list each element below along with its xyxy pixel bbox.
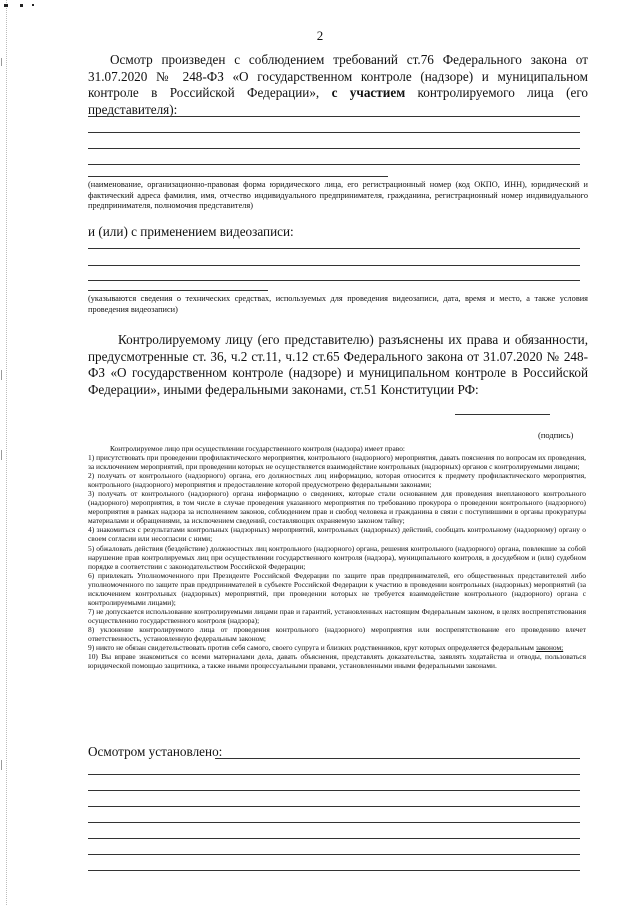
video-caption: (указываются сведения о технических средствах, используемых для проведения видеозаписи, дата, время и место, а также условия проведения видеозаписи): [88, 294, 588, 314]
intro-paragraph: [88, 52, 588, 118]
participant-line-5[interactable]: [88, 176, 388, 177]
video-line-1[interactable]: [88, 248, 580, 249]
participant-line-4[interactable]: [88, 164, 580, 165]
participant-line-1[interactable]: [88, 116, 580, 117]
rights-item-5: 5) обжаловать действия (бездействие) должностных лиц контрольного (надзорного) органа, решения контрольного (надзорного) органа, повлекшие за собой нарушение прав контролируемых лиц при осуществлении государственного контроля (надзора), муниципального контроля, в досудебном и (или) судебном порядке в соответствии с законодательством Российской Федерации;: [88, 543, 586, 571]
established-line-1[interactable]: [88, 774, 580, 775]
rights-item-10: 10) Вы вправе знакомиться со всеми материалами дела, давать объяснения, представлять доказательства, заявлять ходатайства и отводы, пользоваться юридической помощью защитника, а также иными процессуальными правами, установленными иными федеральными законами.: [88, 652, 586, 671]
rights-intro: Контролируемое лицо при осуществлении государственного контроля (надзора) имеет право:: [110, 444, 405, 453]
established-line-5[interactable]: [88, 838, 580, 839]
signature-line[interactable]: [455, 414, 550, 415]
rights-item-7: 7) не допускается использование контролируемыми лицами прав и гарантий, установленных настоящим Федеральным законом, в целях воспрепятствования осуществлению государственного контроля (надзора);: [88, 606, 586, 625]
established-line-2[interactable]: [88, 790, 580, 791]
signature-caption: (подпись): [538, 430, 574, 440]
video-line-4[interactable]: [88, 290, 268, 291]
participant-line-2[interactable]: [88, 132, 580, 133]
intro-caption: (наименование, организационно-правовая форма юридического лица, его регистрационный номер (код ОКПО, ИНН), юридический и фактический адреса фамилия, имя, отчество индивидуального предпринимателя, гражданина, регистрационный номер индивидуального предпринимателя, полномочия представителя): [88, 180, 588, 210]
video-label: и (или) с применением видеозаписи:: [88, 224, 294, 239]
established-label: Осмотром установлено:: [88, 744, 223, 759]
video-line-3[interactable]: [88, 280, 580, 281]
rights-list: [88, 444, 586, 670]
established-line-7[interactable]: [88, 870, 580, 871]
rights-item-9: [88, 643, 586, 652]
established-line-6[interactable]: [88, 854, 580, 855]
rights-item-1: 1) присутствовать при проведении профилактического мероприятия, контрольного (надзорного) мероприятия, давать пояснения по вопросам их проведения, за исключением мероприятий, при проведении которых не осуществляется взаимодействие контрольных (надзорных) органов с контролируемыми лицами;: [88, 453, 586, 472]
intro-tail: контролируемого лица (его представителя):: [88, 85, 588, 117]
rights-item-8: 8) уклонение контролируемого лица от проведения контрольного (надзорного) мероприятия или воспрепятствование его проведению влечет ответственность, установленную федеральным законом;: [88, 624, 586, 643]
rights-paragraph: Контролируемому лицу (его представителю) разъяснены их права и обязанности, предусмотренные ст. 36, ч.2 ст.11, ч.12 ст.65 Федерального закона от 31.07.2020 № 248-ФЗ «О государственном контроле (надзоре) и муниципальном контроле в Российской Федерации», иными федеральными законами, ст.51 Конституции РФ:: [88, 332, 588, 397]
rights-item-6: 6) привлекать Уполномоченного при Президенте Российской Федерации по защите прав предпринимателей, его общественных представителей либо уполномоченного по защите прав предпринимателей в субъекте Российской Федерации к участию в проведении контрольных (надзорных) мероприятий (за исключением контрольных (надзорных) мероприятий, при проведении которых не требуется взаимодействие контрольного (надзорного) органа с контролируемыми лицами);: [88, 570, 586, 607]
rights-item-2: 2) получать от контрольного (надзорного) органа, его должностных лиц информацию, которая относится к предмету профилактического мероприятия, контрольного (надзорного) мероприятия и предоставление которой предусмотрено федеральными законами;: [88, 471, 586, 490]
scan-edge: [6, 0, 9, 905]
intro-text: Осмотр произведен с соблюдением требований ст.76 Федерального закона от 31.07.2020 № 248-ФЗ «О государственном контроле (надзоре) и муниципальном контроле в Российской Федерации»,: [88, 52, 588, 101]
rights-item-3: 3) получать от контрольного (надзорного) органа информацию о сведениях, которые стали основанием для проведения внепланового контрольного (надзорного) мероприятия, в том числе в случае проведения указанного мероприятия по требованию прокурора о проведении контрольного (надзорного) мероприятия в рамках надзора за исполнением законов, соблюдением прав и свобод человека и гражданина в связи с поступившими в органы прокуратуры материалами и обращениями, за исключением сведений, составляющих охраняемую законом тайну;: [88, 489, 586, 526]
established-line-4[interactable]: [88, 822, 580, 823]
rights-item-4: 4) знакомиться с результатами контрольных (надзорных) мероприятий, контрольных (надзорных) действий, сообщать контрольному (надзорному) органу о своем согласии или несогласии с ними;: [88, 525, 586, 544]
established-line-3[interactable]: [88, 806, 580, 807]
video-line-2[interactable]: [88, 265, 580, 266]
participant-line-3[interactable]: [88, 148, 580, 149]
established-line-0[interactable]: [215, 758, 580, 759]
rights-item-9-text: 9) никто не обязан свидетельствовать против себя самого, своего супруга и близких родственников, круг которых определяется федеральным: [88, 643, 534, 653]
page-number: 2: [316, 28, 324, 43]
rights-item-9-link: законом;: [535, 643, 564, 653]
intro-bold: с участием: [331, 85, 406, 101]
